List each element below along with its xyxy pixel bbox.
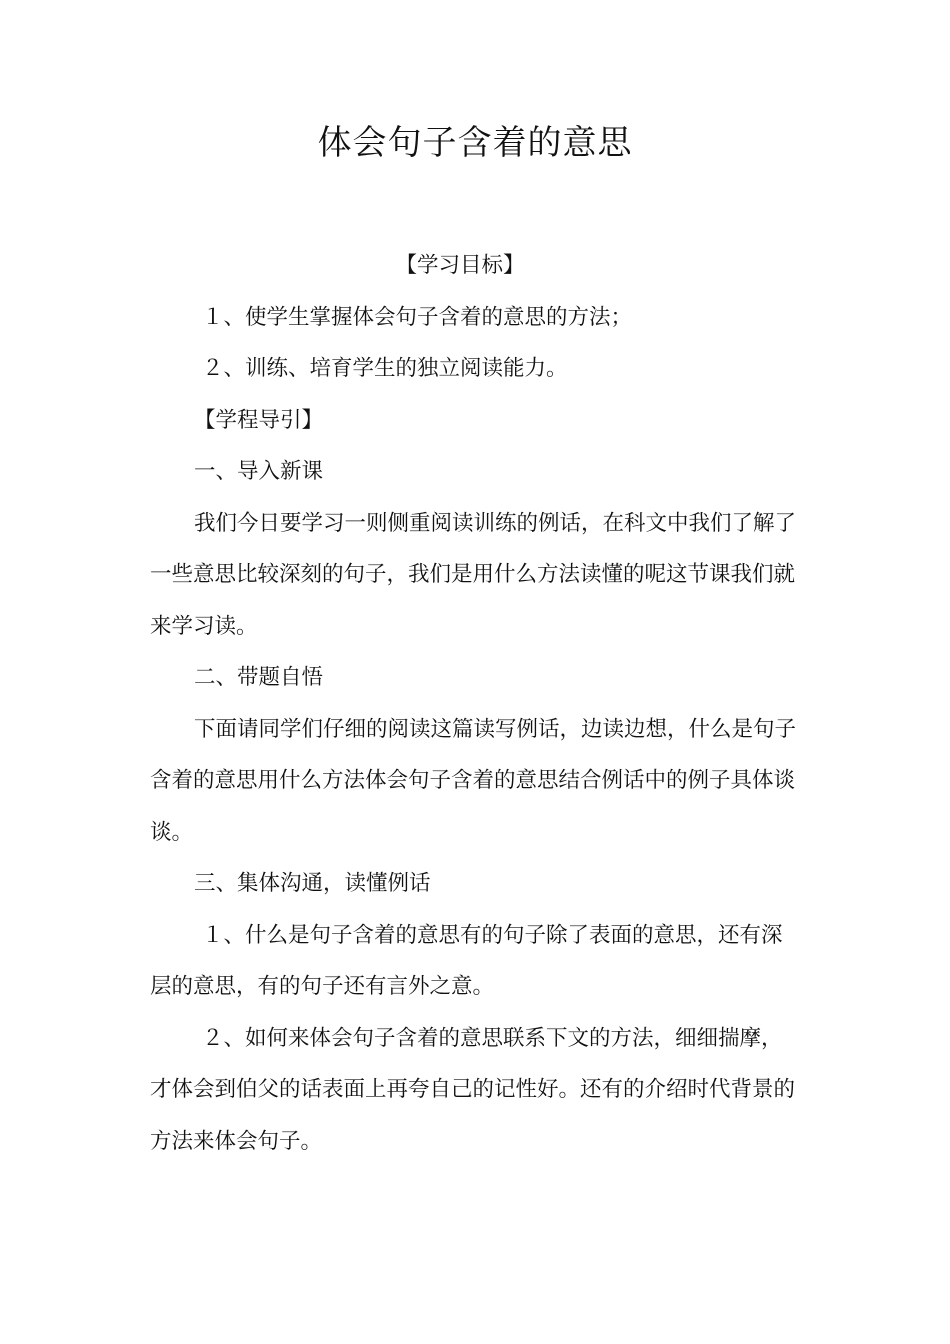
section-2-body: 下面请同学们仔细的阅读这篇读写例话，边读边想，什么是句子含着的意思用什么方法体会句子含着的意思结合例话中的例子具体谈谈。 [150,716,797,845]
section-1-heading: 一、导入新课 [194,459,324,484]
section-3-point-1: １、什么是句子含着的意思有的句子除了表面的意思，还有深层的意思，有的句子还有言外之意。 [150,922,783,999]
process-heading: 【学程导引】 [194,407,324,433]
document-body [150,240,800,1167]
section-3-point-2: ２、如何来体会句子含着的意思联系下文的方法，细细揣摩，才体会到伯父的话表面上再夸自己的记性好。还有的介绍时代背景的方法来体会句子。 [150,1025,796,1154]
section-3-heading: 三、集体沟通，读懂例话 [194,871,431,896]
objective-2: ２、训练、培育学生的独立阅读能力。 [202,356,568,381]
section-2-heading: 二、带题自悟 [194,665,324,690]
section-1-body: 我们今日要学习一则侧重阅读训练的例话，在科文中我们了解了一些意思比较深刻的句子，我们是用什么方法读懂的呢这节课我们就来学习读。 [150,510,797,639]
document-title: 体会句子含着的意思 [317,123,633,163]
objectives-heading: 【学习目标】 [395,253,525,278]
objective-1: １、使学生掌握体会句子含着的意思的方法； [202,304,633,330]
